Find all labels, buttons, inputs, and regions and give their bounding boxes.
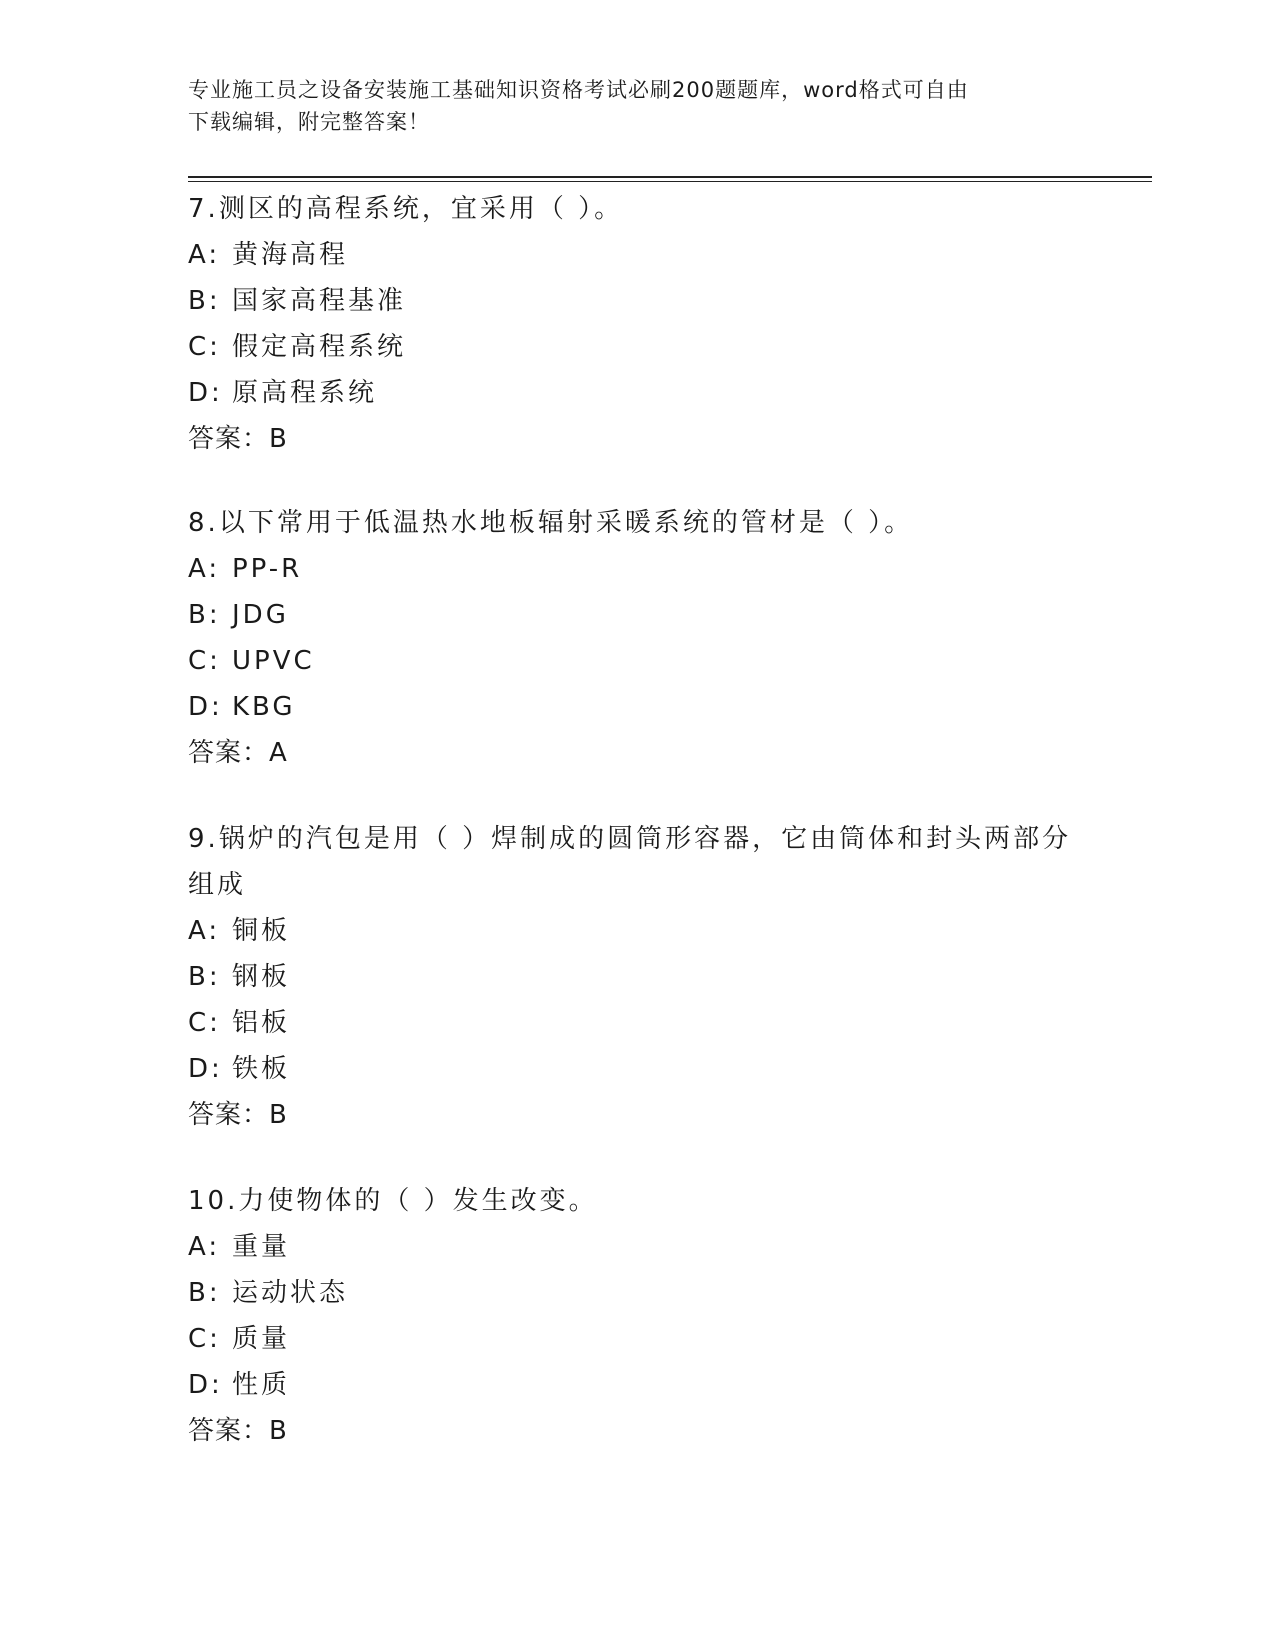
question-9 (188, 816, 1088, 1138)
option-letter: A: (188, 916, 221, 946)
option-letter: D: (188, 378, 223, 408)
option-letter: B: (188, 600, 221, 630)
option-letter: C: (188, 1008, 221, 1038)
option-c (188, 324, 1088, 370)
option-letter: B: (188, 962, 221, 992)
option-c (188, 1316, 1088, 1362)
question-text (188, 186, 1088, 232)
option-c (188, 638, 1088, 684)
option-text: 原高程系统 (232, 378, 378, 408)
option-a (188, 232, 1088, 278)
option-letter: A: (188, 1232, 221, 1262)
option-text: 铝板 (232, 1008, 291, 1038)
option-text: 铜板 (232, 916, 291, 946)
option-a (188, 908, 1088, 954)
question-number: 10. (188, 1186, 239, 1216)
option-letter: C: (188, 332, 221, 362)
option-d (188, 1046, 1088, 1092)
option-c (188, 1000, 1088, 1046)
document-header (188, 74, 1088, 138)
question-text (188, 816, 1088, 908)
option-b (188, 954, 1088, 1000)
option-letter: D: (188, 1054, 223, 1084)
option-b (188, 1270, 1088, 1316)
header-line-2: 下载编辑，附完整答案！ (188, 110, 430, 134)
question-body: 力使物体的（ ）发生改变。 (238, 1186, 598, 1216)
question-text (188, 1178, 1088, 1224)
header-divider (188, 176, 1152, 182)
option-b (188, 278, 1088, 324)
question-body: 锅炉的汽包是用（ ）焊制成的圆筒形容器，它由筒体和封头两部分组成 (188, 824, 1072, 900)
question-10 (188, 1178, 1088, 1454)
question-text (188, 500, 1088, 546)
option-text: PP-R (232, 554, 303, 584)
question-number: 8. (188, 508, 219, 538)
option-text: JDG (232, 600, 289, 630)
question-number: 7. (188, 194, 219, 224)
answer-line: 答案：B (188, 1100, 288, 1130)
option-text: 质量 (232, 1324, 291, 1354)
header-line-1: 专业施工员之设备安装施工基础知识资格考试必刷200题题库，word格式可自由 (188, 78, 969, 102)
answer-line: 答案：B (188, 1416, 288, 1446)
option-text: 运动状态 (232, 1278, 349, 1308)
question-8 (188, 500, 1088, 776)
option-text: 钢板 (232, 962, 291, 992)
question-7 (188, 186, 1088, 462)
option-text: KBG (232, 692, 296, 722)
option-letter: C: (188, 646, 221, 676)
option-d (188, 1362, 1088, 1408)
option-letter: A: (188, 240, 221, 270)
option-text: 国家高程基准 (232, 286, 407, 316)
option-text: 性质 (232, 1370, 291, 1400)
option-b (188, 592, 1088, 638)
option-text: UPVC (232, 646, 315, 676)
option-letter: B: (188, 1278, 221, 1308)
option-letter: C: (188, 1324, 221, 1354)
question-body: 测区的高程系统，宜采用（ ）。 (218, 194, 624, 224)
option-text: 黄海高程 (232, 240, 349, 270)
option-a (188, 1224, 1088, 1270)
option-text: 铁板 (232, 1054, 291, 1084)
option-letter: D: (188, 1370, 223, 1400)
option-letter: B: (188, 286, 221, 316)
option-letter: A: (188, 554, 221, 584)
option-d (188, 370, 1088, 416)
answer-line: 答案：B (188, 424, 288, 454)
question-body: 以下常用于低温热水地板辐射采暖系统的管材是（ ）。 (218, 508, 914, 538)
answer-line: 答案：A (188, 738, 288, 768)
option-d (188, 684, 1088, 730)
option-text: 假定高程系统 (232, 332, 407, 362)
option-letter: D: (188, 692, 223, 722)
question-number: 9. (188, 824, 219, 854)
option-a (188, 546, 1088, 592)
option-text: 重量 (232, 1232, 291, 1262)
